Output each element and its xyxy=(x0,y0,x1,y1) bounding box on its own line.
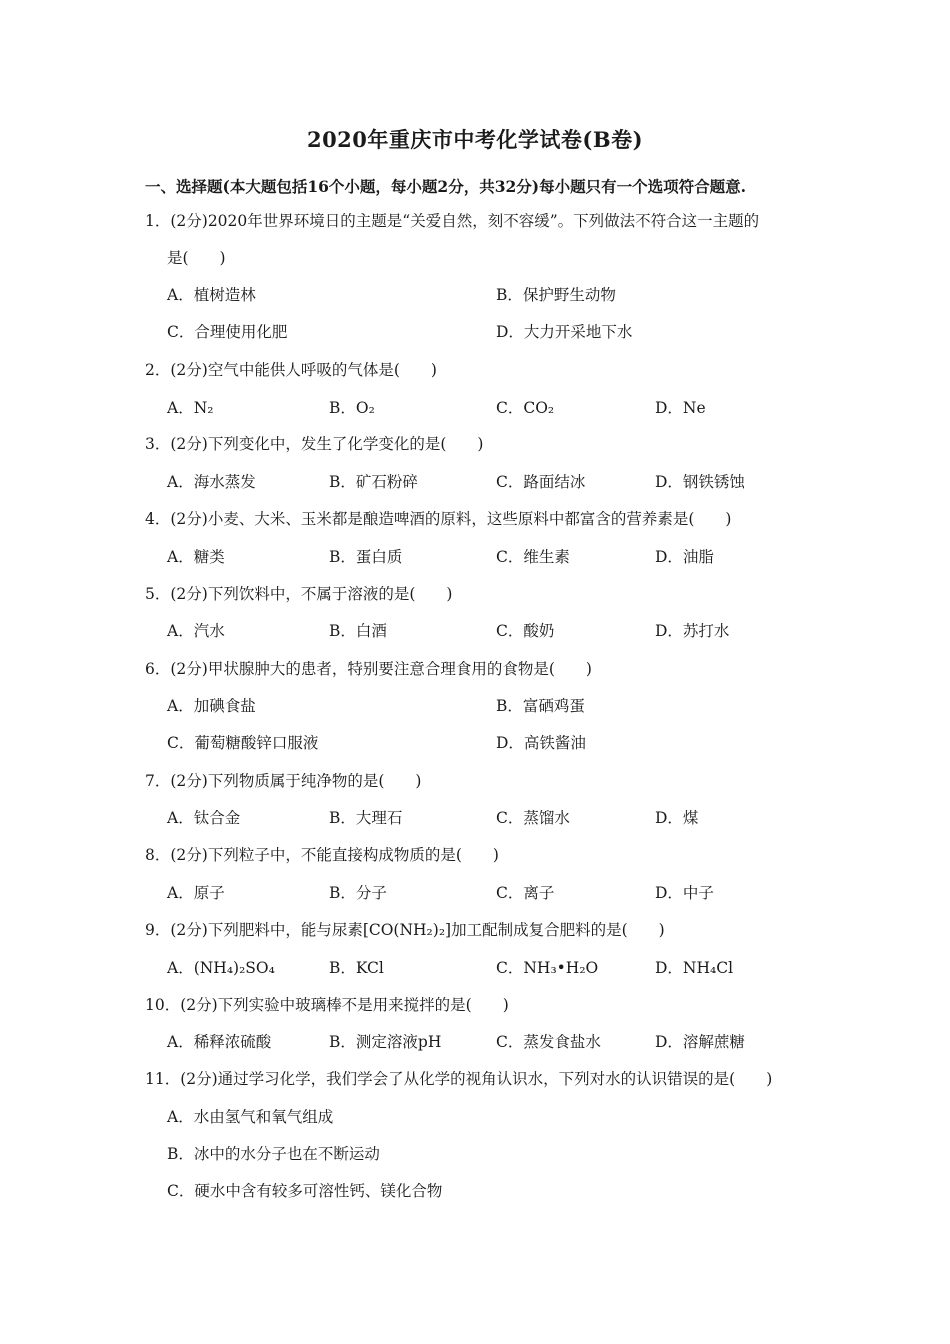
option: C．离子 xyxy=(496,884,555,902)
question-stem: 8．(2分)下列粒子中，不能直接构成物质的是( ) xyxy=(145,846,499,864)
option: A．钛合金 xyxy=(167,809,241,827)
question-stem: 11．(2分)通过学习化学，我们学会了从化学的视角认识水，下列对水的认识错误的是( ) xyxy=(145,1070,773,1088)
option: B．大理石 xyxy=(329,809,403,827)
option: A．植树造林 xyxy=(167,286,256,304)
option: A．水由氢气和氧气组成 xyxy=(167,1108,334,1126)
option: A．N₂ xyxy=(167,399,214,417)
question-stem: 1．(2分)2020年世界环境日的主题是“关爱自然，刻不容缓”。下列做法不符合这一主题的 xyxy=(145,212,760,230)
option: C．蒸发食盐水 xyxy=(496,1033,601,1051)
option: D．大力开采地下水 xyxy=(496,323,633,341)
option: C．合理使用化肥 xyxy=(167,323,288,341)
option: C．蒸馏水 xyxy=(496,809,570,827)
option: C．硬水中含有较多可溶性钙、镁化合物 xyxy=(167,1182,443,1200)
question-stem: 9．(2分)下列肥料中，能与尿素[CO(NH₂)₂]加工配制成复合肥料的是( ) xyxy=(145,921,665,939)
option: B．O₂ xyxy=(329,399,375,417)
question-stem: 4．(2分)小麦、大米、玉米都是酿造啤酒的原料，这些原料中都富含的营养素是( ) xyxy=(145,510,732,528)
option: B．分子 xyxy=(329,884,387,902)
question-stem: 2．(2分)空气中能供人呼吸的气体是( ) xyxy=(145,361,437,379)
option: B．测定溶液pH xyxy=(329,1033,442,1051)
option: C．CO₂ xyxy=(496,399,555,417)
option: C．酸奶 xyxy=(496,622,555,640)
option: C．路面结冰 xyxy=(496,473,586,491)
option: B．保护野生动物 xyxy=(496,286,616,304)
option: C．葡萄糖酸锌口服液 xyxy=(167,734,319,752)
option: B．白酒 xyxy=(329,622,387,640)
option: B．矿石粉碎 xyxy=(329,473,418,491)
option: A．加碘食盐 xyxy=(167,697,256,715)
option: D．Ne xyxy=(655,399,706,417)
option: C．NH₃•H₂O xyxy=(496,959,599,977)
option: D．NH₄Cl xyxy=(655,959,734,977)
option: A．稀释浓硫酸 xyxy=(167,1033,272,1051)
question-stem: 7．(2分)下列物质属于纯净物的是( ) xyxy=(145,772,422,790)
option: D．溶解蔗糖 xyxy=(655,1033,745,1051)
option: D．中子 xyxy=(655,884,714,902)
option: C．维生素 xyxy=(496,548,570,566)
option: A．(NH₄)₂SO₄ xyxy=(167,959,275,977)
option: D．油脂 xyxy=(655,548,714,566)
option: A．海水蒸发 xyxy=(167,473,256,491)
option: D．煤 xyxy=(655,809,699,827)
question-stem: 10．(2分)下列实验中玻璃棒不是用来搅拌的是( ) xyxy=(145,996,509,1014)
page-title: 2020年重庆市中考化学试卷(B卷) xyxy=(306,127,644,152)
option: D．高铁酱油 xyxy=(496,734,586,752)
section-heading: 一、选择题(本大题包括16个小题，每小题2分，共32分)每小题只有一个选项符合题意. xyxy=(145,177,746,196)
question-stem: 5．(2分)下列饮料中，不属于溶液的是( ) xyxy=(145,585,453,603)
option: A．原子 xyxy=(167,884,225,902)
question-stem: 3．(2分)下列变化中，发生了化学变化的是( ) xyxy=(145,435,484,453)
question-stem: 6．(2分)甲状腺肿大的患者，特别要注意合理食用的食物是( ) xyxy=(145,660,592,678)
option: D．钢铁锈蚀 xyxy=(655,473,745,491)
option: B．富硒鸡蛋 xyxy=(496,697,585,715)
option: B．蛋白质 xyxy=(329,548,403,566)
option: A．糖类 xyxy=(167,548,225,566)
option: B．冰中的水分子也在不断运动 xyxy=(167,1145,380,1163)
option: B．KCl xyxy=(329,959,384,977)
option: D．苏打水 xyxy=(655,622,730,640)
option: A．汽水 xyxy=(167,622,225,640)
question-stem-continued: 是( ) xyxy=(167,249,226,267)
